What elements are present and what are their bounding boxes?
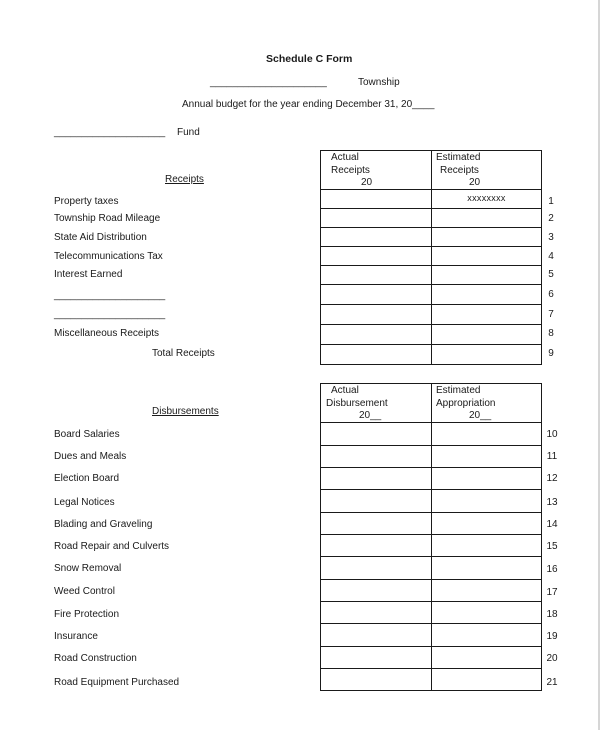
table-row — [321, 246, 542, 265]
receipt-label-state-aid: State Aid Distribution — [54, 232, 147, 243]
actual-disbursement-cell[interactable] — [321, 534, 432, 556]
table-row — [321, 668, 542, 690]
disbursement-label-legal-notices: Legal Notices — [54, 497, 115, 508]
table-row — [321, 324, 542, 344]
estimated-receipts-cell[interactable] — [432, 189, 542, 208]
estimated-receipts-cell[interactable] — [432, 227, 542, 246]
actual-disbursement-year: 20__ — [359, 410, 382, 421]
estimated-receipts-header — [432, 151, 542, 190]
disbursement-label-dues-and-meals: Dues and Meals — [54, 451, 127, 462]
estimated-receipts-total-cell[interactable] — [432, 344, 542, 364]
actual-receipts-cell[interactable] — [321, 304, 432, 324]
disbursement-label-election-board: Election Board — [54, 473, 120, 484]
table-row — [321, 623, 542, 646]
estimated-appropriation-cell[interactable] — [432, 422, 542, 445]
table-row — [321, 304, 542, 324]
line-number: 17 — [546, 587, 558, 598]
actual-disbursement-cell[interactable] — [321, 445, 432, 467]
line-number: 21 — [546, 677, 558, 688]
line-number: 6 — [548, 289, 554, 300]
actual-receipts-cell[interactable] — [321, 246, 432, 265]
table-row — [321, 512, 542, 534]
line-number: 3 — [548, 232, 554, 243]
estimated-appropriation-cell[interactable] — [432, 467, 542, 489]
annual-budget-line: Annual budget for the year ending December 31, 20____ — [182, 99, 435, 110]
receipt-label-blank-1[interactable]: ____________________ — [54, 290, 166, 301]
actual-receipts-year: 20 — [361, 177, 373, 188]
actual-receipts-cell[interactable] — [321, 284, 432, 304]
table-row — [321, 189, 542, 208]
disbursement-label-board-salaries: Board Salaries — [54, 429, 120, 440]
actual-receipts-line2: Receipts — [331, 164, 370, 176]
table-row — [321, 227, 542, 246]
table-row — [321, 344, 542, 364]
receipt-label-blank-2[interactable]: ____________________ — [54, 309, 166, 320]
actual-disbursement-cell[interactable] — [321, 512, 432, 534]
table-row — [321, 265, 542, 284]
estimated-receipts-year: 20 — [469, 177, 481, 188]
estimated-appropriation-line1: Estimated — [436, 385, 481, 396]
line-number: 9 — [548, 348, 554, 359]
line-number: 1 — [548, 196, 554, 207]
line-number: 19 — [546, 631, 558, 642]
estimated-appropriation-cell[interactable] — [432, 601, 542, 623]
disbursements-header-row — [321, 384, 542, 423]
estimated-appropriation-line2: Appropriation — [436, 397, 496, 409]
actual-receipts-cell[interactable] — [321, 208, 432, 227]
actual-disbursement-cell[interactable] — [321, 467, 432, 489]
table-row — [321, 601, 542, 623]
receipts-section-label: Receipts — [165, 174, 204, 185]
line-number: 12 — [546, 473, 558, 484]
estimated-appropriation-cell[interactable] — [432, 646, 542, 668]
estimated-receipts-cell[interactable] — [432, 265, 542, 284]
actual-receipts-line1: Actual — [331, 152, 359, 163]
form-title: Schedule C Form — [266, 53, 353, 65]
disbursement-label-fire-protection: Fire Protection — [54, 609, 120, 620]
line-number: 16 — [546, 564, 558, 575]
actual-disbursement-cell[interactable] — [321, 422, 432, 445]
line-number: 10 — [546, 429, 558, 440]
table-row — [321, 208, 542, 227]
table-row — [321, 579, 542, 601]
actual-disbursement-cell[interactable] — [321, 556, 432, 579]
estimated-appropriation-cell[interactable] — [432, 579, 542, 601]
disbursement-label-road-equipment: Road Equipment Purchased — [54, 677, 180, 688]
receipt-label-property-taxes: Property taxes — [54, 196, 119, 207]
estimated-appropriation-cell[interactable] — [432, 623, 542, 646]
receipts-table — [320, 150, 542, 365]
estimated-appropriation-cell[interactable] — [432, 534, 542, 556]
receipts-header-row — [321, 151, 542, 190]
estimated-appropriation-cell[interactable] — [432, 489, 542, 512]
line-number: 11 — [546, 451, 558, 462]
line-number: 4 — [548, 251, 554, 262]
disbursements-table — [320, 383, 542, 691]
disbursement-label-road-repair: Road Repair and Culverts — [54, 541, 170, 552]
actual-disbursement-line1: Actual — [331, 385, 359, 396]
actual-receipts-cell[interactable] — [321, 189, 432, 208]
table-row — [321, 646, 542, 668]
actual-receipts-header — [321, 151, 432, 190]
estimated-appropriation-cell[interactable] — [432, 512, 542, 534]
actual-receipts-cell[interactable] — [321, 324, 432, 344]
estimated-appropriation-header — [432, 384, 542, 423]
receipt-label-township-road-mileage: Township Road Mileage — [54, 213, 161, 224]
table-row — [321, 556, 542, 579]
disbursement-label-blading-graveling: Blading and Graveling — [54, 519, 153, 530]
actual-disbursement-cell[interactable] — [321, 489, 432, 512]
township-blank-line[interactable]: _____________________ — [210, 77, 327, 88]
fund-blank-line[interactable]: ____________________ — [54, 127, 166, 138]
receipt-label-total: Total Receipts — [152, 348, 215, 359]
receipt-label-telecommunications-tax: Telecommunications Tax — [54, 251, 163, 262]
estimated-appropriation-cell[interactable] — [432, 445, 542, 467]
estimated-receipts-cell[interactable] — [432, 208, 542, 227]
actual-receipts-cell[interactable] — [321, 265, 432, 284]
actual-disbursement-cell[interactable] — [321, 646, 432, 668]
estimated-receipts-cell[interactable] — [432, 324, 542, 344]
actual-disbursement-cell[interactable] — [321, 623, 432, 646]
receipt-label-miscellaneous: Miscellaneous Receipts — [54, 328, 160, 339]
actual-disbursement-line2: Disbursement — [326, 397, 388, 409]
estimated-receipts-line1: Estimated — [436, 152, 481, 163]
fund-label: Fund — [177, 127, 200, 138]
line-number: 20 — [546, 653, 558, 664]
table-row — [321, 467, 542, 489]
estimated-appropriation-year: 20__ — [469, 410, 492, 421]
actual-disbursement-cell[interactable] — [321, 601, 432, 623]
table-row — [321, 422, 542, 445]
estimated-appropriation-cell[interactable] — [432, 556, 542, 579]
disbursement-label-road-construction: Road Construction — [54, 653, 137, 664]
line-number: 15 — [546, 541, 558, 552]
actual-disbursement-cell[interactable] — [321, 668, 432, 690]
estimated-appropriation-cell[interactable] — [432, 668, 542, 690]
table-row — [321, 284, 542, 304]
line-number: 5 — [548, 269, 554, 280]
line-number: 8 — [548, 328, 554, 339]
disbursement-label-snow-removal: Snow Removal — [54, 563, 122, 574]
estimated-receipts-cell[interactable] — [432, 304, 542, 324]
actual-disbursement-cell[interactable] — [321, 579, 432, 601]
table-row — [321, 445, 542, 467]
receipt-label-interest-earned: Interest Earned — [54, 269, 123, 280]
actual-receipts-total-cell[interactable] — [321, 344, 432, 364]
line-number: 14 — [546, 519, 558, 530]
actual-disbursement-header — [321, 384, 432, 423]
estimated-receipts-cell[interactable] — [432, 284, 542, 304]
estimated-receipts-cell[interactable] — [432, 246, 542, 265]
disbursements-section-label: Disbursements — [152, 406, 219, 417]
line-number: 2 — [548, 213, 554, 224]
line-number: 18 — [546, 609, 558, 620]
property-taxes-estimate-placeholder: xxxxxxxx — [467, 193, 506, 203]
estimated-receipts-line2: Receipts — [440, 164, 479, 176]
township-label: Township — [358, 77, 400, 88]
line-number: 13 — [546, 497, 558, 508]
disbursement-label-insurance: Insurance — [54, 631, 98, 642]
table-row — [321, 534, 542, 556]
table-row — [321, 489, 542, 512]
actual-receipts-cell[interactable] — [321, 227, 432, 246]
line-number: 7 — [548, 309, 554, 320]
disbursement-label-weed-control: Weed Control — [54, 586, 115, 597]
